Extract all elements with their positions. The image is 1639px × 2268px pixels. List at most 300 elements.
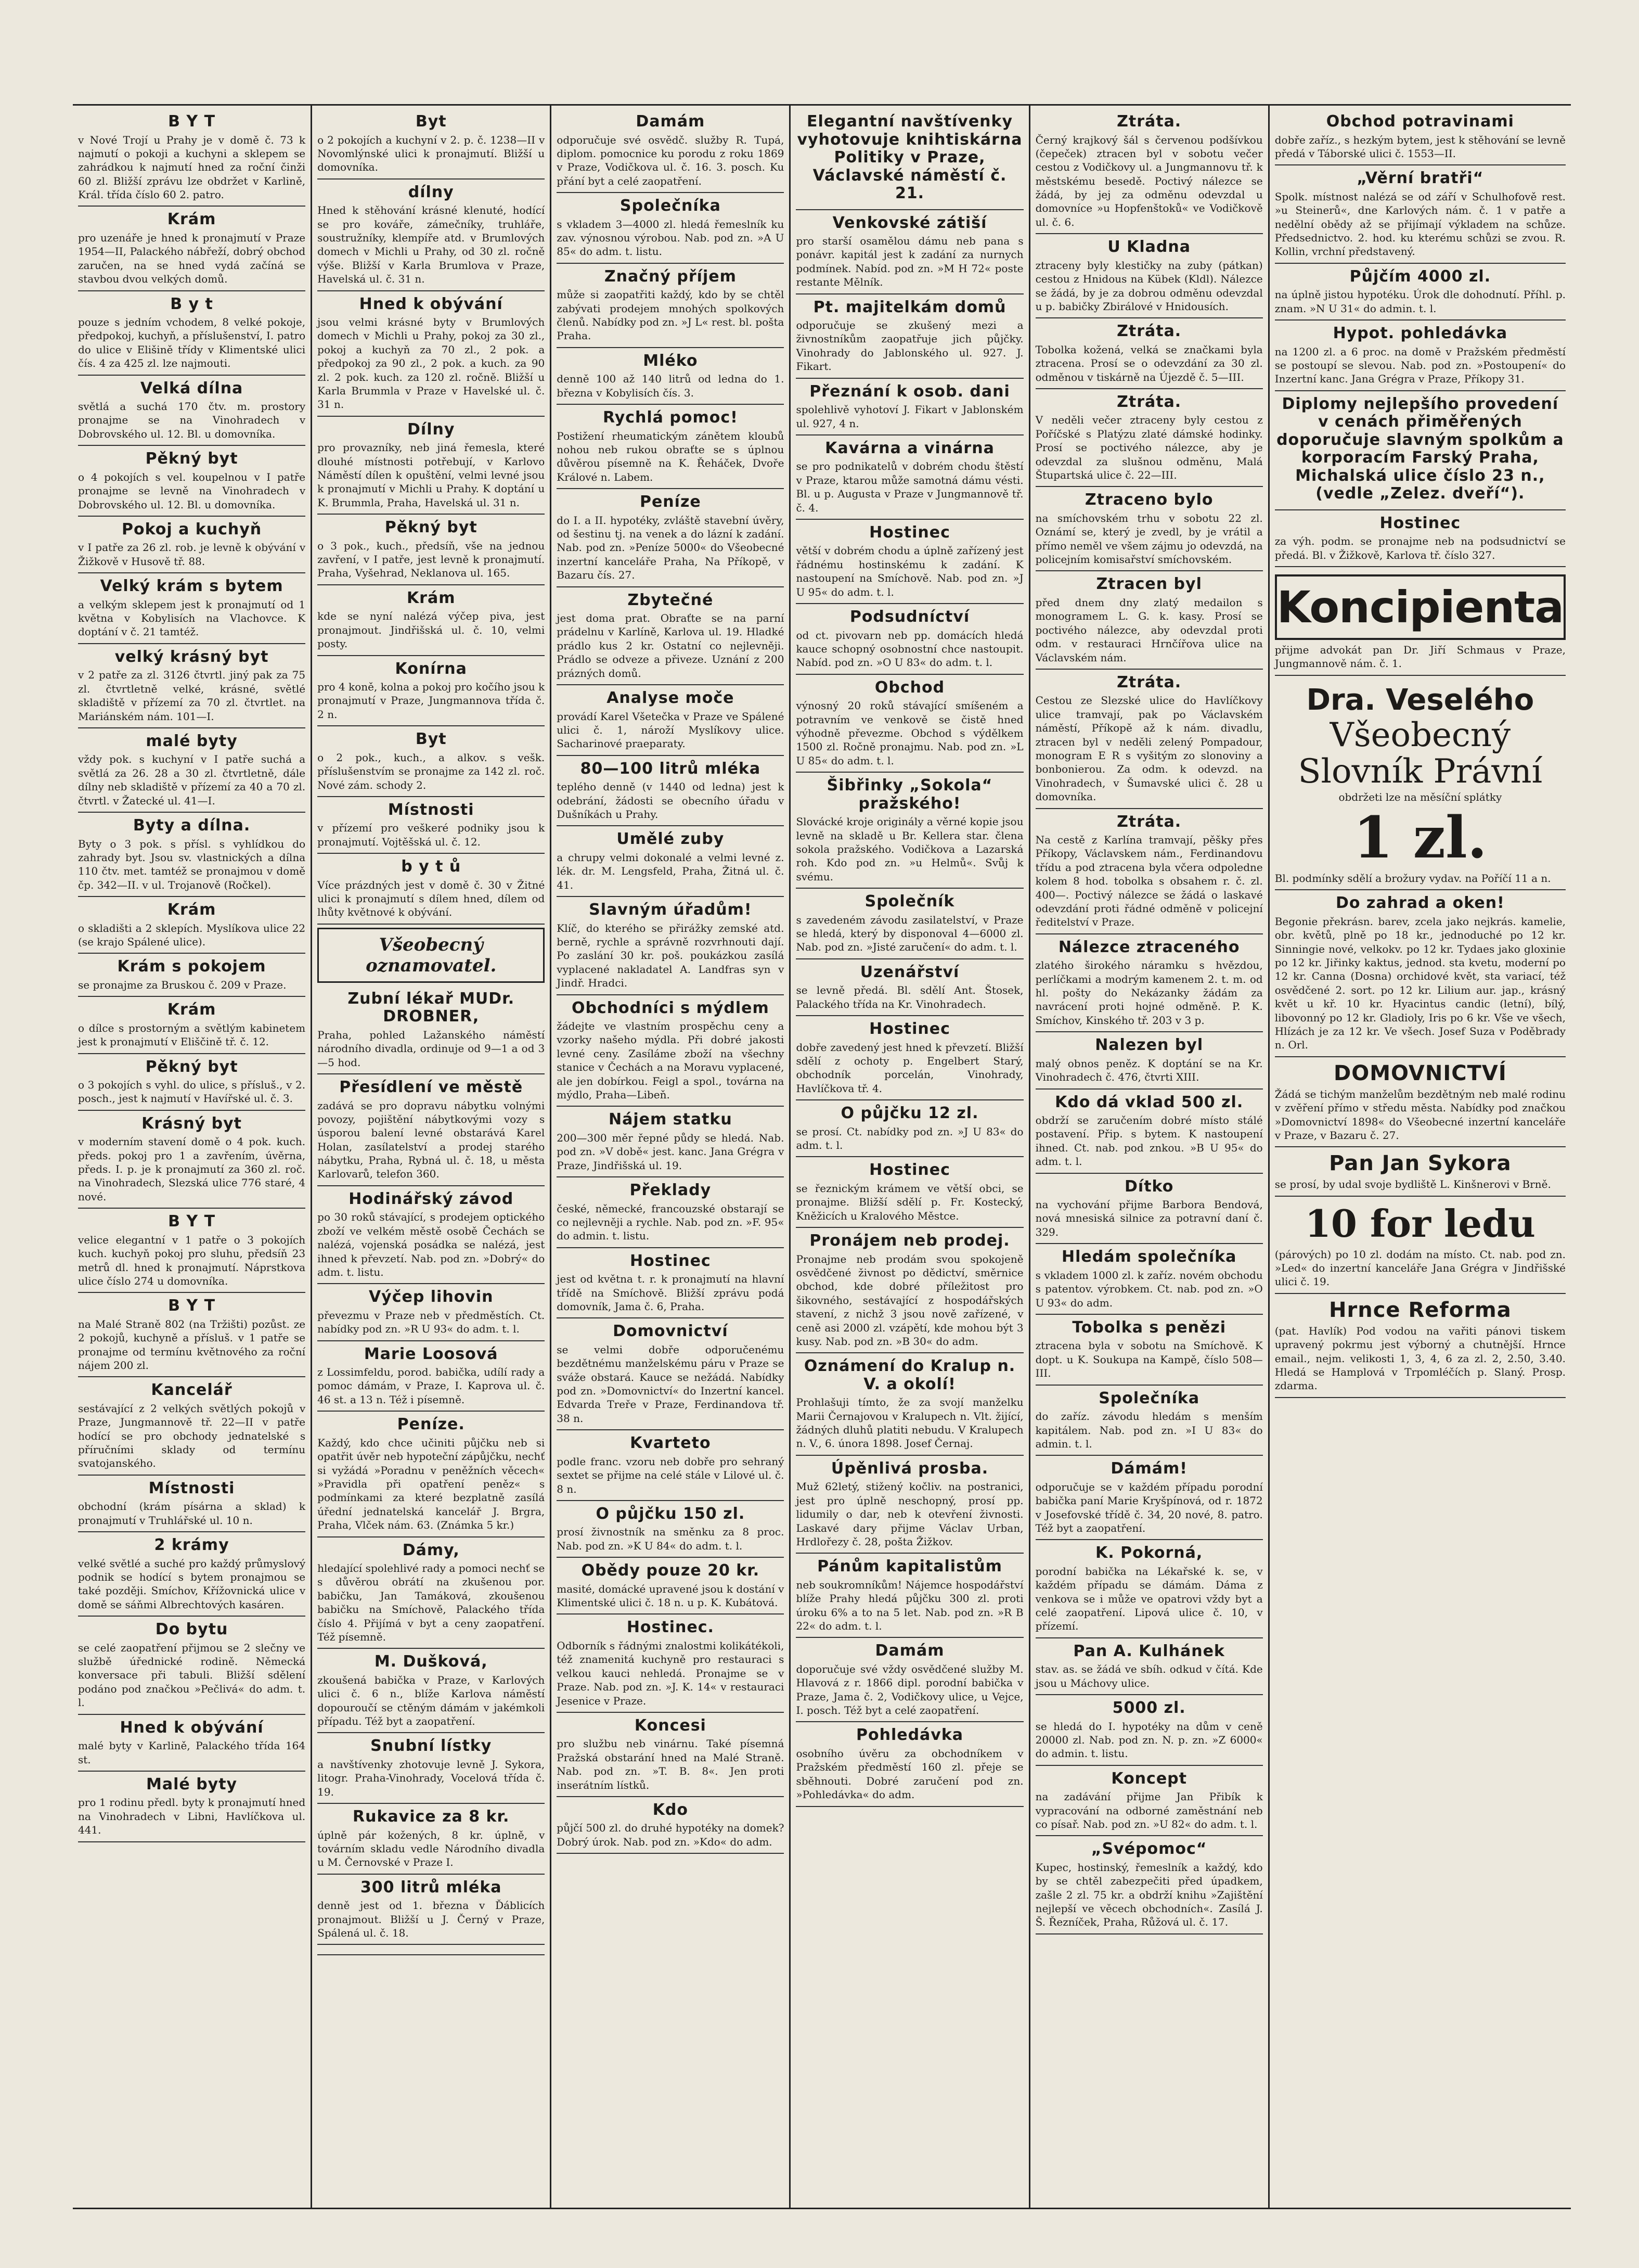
ad-heading: Do zahrad a oken! [1335, 894, 1505, 913]
ad-text: Hned k stěhování krásné klenuté, hodící se pro kováře, zámečníky, truhláře, soustružníky, klempíře atd. v Brumlových domech v Michli u Prahy, od 30 zl. ročně výše. Bližší v Karla Brumlova v Praze, Havelská ul. č. 31 n. [317, 204, 545, 286]
classified-ad [796, 1554, 1023, 1638]
ad-text: o 2 pokojích a kuchyní v 2. p. č. 1238—II v Novomlýnské ulici k pronajmutí. Bližší u domovníka. [317, 133, 545, 174]
ad-heading: Pěkný byt [145, 1057, 238, 1076]
ad-text: jsou velmi krásné byty v Brumlových domech v Michli u Prahy, pokoj za 30 zl., pokoj a kuchyň za 70 zl., 2 pok. a předpokoj za 90 zl., 2 pok. a kuch. za 90 zl. 2 pok. kuch. za 120 zl. ročně. Bližší u Karla Brummla v Praze v Havelské ul. č. 31 n. [317, 316, 545, 411]
classified-ad [1275, 391, 1566, 510]
ad-text: po 30 roků stávající, s prodejem optického zboží ve velkém městě osobě Čechách se nalézá, vojenská posádka se nalézá, jest ihned k převzetí. Nab. pod zn. »Dobrý« do adm. t. listu. [317, 1211, 545, 1278]
ad-heading: Slavným úřadům! [589, 901, 752, 919]
classified-ad [1275, 890, 1566, 1057]
ad-text: Na cestě z Karlína tramvají, pěšky přes Příkopy, Václavskem nám., Ferdinandovu třídu a pod ztracena byla včera odpoledne kolem 8 hod. tobolka s obsahem r. č. zl. 400—. Poctivý nálezce se žádá o laskavé odevzdání proti řádné odměně v policejní ředitelství v Praze. [1035, 834, 1263, 929]
ad-heading: Společník [864, 892, 955, 911]
ad-heading: Nalezen byl [1095, 1036, 1204, 1055]
ad-heading: Ztracen byl [1096, 575, 1202, 594]
ad-text: doporučuje své vždy osvědčené služby M. Hlavová z r. 1866 dipl. porodní babička v Praze, Jama č. 2, Vodičkovy ulice, u Vejce, I. posch. Též byt a celé zaopatření. [796, 1662, 1024, 1717]
ad-text: o 2 pok., kuch., a alkov. s vešk. příslušenstvím se pronajme za 142 zl. roč. Nové zám. schody 2. [317, 751, 545, 791]
ad-text: v Nové Trojí u Prahy je v domě č. 73 k najmutí o pokoji a kuchyni a sklepem se zahrádkou k najmutí hned za roční činži 60 zl. Bližší zprávu lze obdržet v Karlině, Král. třída číslo 60 2. patro. [78, 133, 306, 201]
ad-heading-banner: Koncipienta [1275, 574, 1566, 640]
ad-heading: Velká dílna [140, 379, 243, 398]
ad-heading: Diplomy nejlepšího provedení v cenách přiměřených doporučuje slavným spolkům a korporacím Farský Praha, Michalská ulice číslo 23 n., (vedle „Zelez. dveří“). [1276, 394, 1564, 503]
ad-heading: Oznámení do Kralup n. V. a okolí! [804, 1357, 1016, 1393]
ad-text: malé byty v Karlině, Palackého třída 164 st. [78, 1739, 306, 1766]
ad-text: Odborník s řádnými znalostmi kolikátékoli, též znamenitá kuchyně pro restauraci s velkou kauci nehledá. Pronajme se v Praze. Nab. pod zn. »J. K. 14« v restauraci Jesenice v Praze. [557, 1639, 784, 1707]
classified-ad [317, 1875, 545, 1945]
classified-ad [317, 1804, 545, 1875]
classified-ad [557, 1558, 784, 1614]
classified-ad [1036, 1540, 1263, 1638]
classified-ad [317, 417, 545, 515]
ad-text: dobře zaříz., s hezkým bytem, jest k stěhování se levně předá v Táborské ulici č. 1553—II. [1274, 133, 1566, 160]
ad-heading: Značný příjem [604, 267, 737, 286]
ad-text: spolehlivě vyhotoví J. Fikart v Jablonském ul. 927, 4 n. [796, 403, 1024, 430]
ad-heading: O půjčku 150 zl. [596, 1504, 745, 1523]
ad-text: odporučuje se v každém případu porodní babička paní Marie Kryšpínová, od r. 1872 v Josefovské třídě č. 34, 20 nové, 8. patro. Též byt a zaopatření. [1035, 1480, 1263, 1534]
classified-ad [557, 109, 784, 193]
ad-heading: dílny [408, 183, 454, 201]
classified-ad [317, 585, 545, 656]
classified-ad [557, 193, 784, 264]
ad-heading: Byty a dílna. [133, 816, 251, 835]
classified-ad [796, 1100, 1023, 1157]
ad-heading: Krám [167, 210, 216, 229]
ad-heading: Krám [406, 588, 456, 607]
ad-heading: Hostinec. [626, 1618, 714, 1637]
ad-heading: Hypot. pohledávka [1333, 324, 1508, 343]
classified-ad [557, 1797, 784, 1854]
classified-ad [78, 1617, 305, 1714]
ad-text: se pronajme za Bruskou č. 209 v Praze. [78, 978, 287, 991]
ad-heading: Damám [875, 1642, 945, 1660]
classified-ad [796, 109, 1023, 210]
ad-text: pro starší osamělou dámu neb pana s ponávr. kapitál jest k zadání za nurnych podmínek. Nabíd. pod zn. »M H 72« poste restante Mělník. [796, 235, 1024, 289]
classified-ad [796, 959, 1023, 1016]
classified-ad [557, 756, 784, 827]
ad-text: se levně předá. Bl. sdělí Ant. Štosek, Palackého třída na Kr. Vinohradech. [796, 984, 1024, 1010]
classified-ad [78, 954, 305, 997]
ad-text: ztracena byla v sobotu na Smíchově. K dopt. u K. Soukupa na Kampě, číslo 508—III. [1035, 1339, 1263, 1380]
ad-heading: Pan Jan Sykora [1329, 1151, 1512, 1176]
classified-ad [78, 207, 305, 291]
ad-heading: Elegantní navštívenky vyhotovuje knihtiskárna Politiky v Praze, Václavské náměstí č. 21. [797, 112, 1023, 202]
ad-heading: Pánům kapitalistům [817, 1557, 1002, 1576]
ad-heading: Hledám společníka [1061, 1248, 1237, 1266]
ad-text: v moderním stavení domě o 4 pok. kuch. předs. pokoj pro 1 a zavřením, úvěrna, předs. I. p. je k pronajmutí za 360 zl. roč. na Vinohradech, Slezská ulice 776 staré, 4 nové. [78, 1135, 306, 1203]
ad-heading: Ztráta. [1117, 673, 1182, 691]
ad-heading: Koncesi [634, 1716, 706, 1735]
classified-ad [1036, 1456, 1263, 1540]
ad-text: se velmi dobře odporučenému bezdětnému manželskému páru v Praze se sváže obstará. Kauce se nežádá. Nabídky pod zn. »Domovnictví« do Inzertní kancel. Edvarda Treře v Praze, Ferdinandova tř. 38 n. [557, 1343, 784, 1425]
classified-ad [1036, 1836, 1263, 1934]
ad-heading: Zubní lékař MUDr. DROBNER, [347, 989, 515, 1026]
ad-text: může si zaopatřiti každý, kdo by se chtěl zabývati prodejem mnohých spolkových členů. Nabídky pod zn. »J L« rest. bl. pošta Praha. [557, 288, 784, 342]
classified-ad [796, 294, 1023, 379]
ad-heading: Hrnce Reforma [1329, 1298, 1512, 1322]
ad-heading: Rukavice za 8 kr. [353, 1808, 510, 1826]
ad-text: pro 1 rodinu předl. byty k pronajmutí hned na Vinohradech v Libni, Havlíčkova ul. 441. [78, 1796, 306, 1837]
classified-ad [796, 520, 1023, 604]
ad-text: z Lossimfeldu, porod. babička, udílí rady a pomoc dámám, v Praze, I. Kaprova ul. č. 46 st. a 13 n. Též i písemně. [317, 1366, 545, 1406]
ad-heading: 300 litrů mléka [360, 1878, 502, 1897]
ad-text: se prosí, by udal svoje bydliště L. Kinšnerovi v Brně. [1274, 1178, 1551, 1191]
classified-ad [1036, 1174, 1263, 1245]
ad-heading: Marie Loosová [364, 1344, 498, 1363]
ad-heading: Rychlá pomoc! [602, 408, 738, 427]
ad-heading: Společníka [1099, 1389, 1200, 1407]
classified-ad [1036, 1386, 1263, 1456]
ad-price: 1 zl. [1353, 803, 1488, 871]
ad-text: teplého denně (v 1440 od ledna) jest k odebrání, žádosti se obecního úřadu v Dušníkách u Prahy. [557, 780, 784, 821]
classified-ad [796, 210, 1023, 294]
ad-text: na smíchovském trhu v sobotu 22 zl. Oznámí se, který je zvedl, by je vrátil a přímo neměl ve všem zájmu jo odevzdá, na policejním komisařství smíchovském. [1035, 511, 1263, 566]
ad-text: podle franc. vzoru neb dobře pro sehraný sextet se přijme na celé stále v Lilové ul. č. 8 n. [557, 1455, 784, 1495]
classified-ad [1275, 1197, 1566, 1294]
ad-text: se prosí. Ct. nabídky pod zn. »J U 83« do adm. t. l. [796, 1125, 1024, 1152]
classified-ad [1036, 1090, 1263, 1174]
classified-ad [1275, 165, 1566, 263]
classified-ad [1036, 1638, 1263, 1695]
ad-text: na Malé Straně 802 (na Tržišti) pozůst. ze 2 pokojů, kuchyně a přísluš. v 1 patře se pronajme od termínu květnového za roční nájem 200 zl. [78, 1317, 306, 1372]
ad-heading: Úpěnlivá prosba. [831, 1459, 989, 1478]
classified-ad [78, 1476, 305, 1532]
ad-heading: Dra. Veselého [1306, 683, 1534, 717]
ad-text: Pronajme neb prodám svou spokojeně osvědčené živnost po dědictví, směrnice obchod, kde dobré příležitost pro šikovného, sestávající z hospodářských stavení, z nichž 3 jsou nově zařízené, v ceně asi 2000 zl. vzápětí, kde mohou být 3 kusy. Nab. pod zn. »B 30« do adm. [796, 1252, 1024, 1348]
ad-heading: Obědy pouze 20 kr. [581, 1561, 760, 1580]
ad-text: do I. a II. hypotéky, zvláště stavební úvěry, od šestinu tj. na venek a do lázní k zadání. Nab. pod zn. »Peníze 5000« do Všeobecné inzertní kanceláře Praha, Na Příkopě, v Bazaru čís. 27. [557, 514, 784, 582]
ad-heading: Obchodníci s mýdlem [571, 998, 769, 1017]
ad-heading: Domovnictví [613, 1322, 728, 1341]
classified-ad [78, 517, 305, 573]
classified-ad [1036, 1244, 1263, 1315]
ad-text: Praha, pohled Lažanského náměstí národního divadla, ordinuje od 9—1 a od 3—5 hod. [317, 1028, 545, 1069]
classified-ad [557, 897, 784, 995]
ad-text: osobního úvěru za obchodníkem v Pražském předměstí 160 zl. přeje se sběhnouti. Dobré zaručení pod zn. »Pohledávka« do adm. [796, 1747, 1024, 1801]
ad-text: Bl. podmínky sdělí a brožury vydav. na Poříčí 11 a n. [1274, 872, 1551, 885]
ad-heading: Pěkný byt [384, 518, 477, 537]
classified-ad [78, 1532, 305, 1617]
newspaper-classifieds-page [73, 104, 1571, 2209]
ad-text: v přízemí pro veškeré podniky jsou k pronajmutí. Vojtěšská ul. č. 12. [317, 822, 545, 848]
ad-heading: Obchod [874, 678, 945, 697]
ad-heading: Pronájem neb prodej. [809, 1232, 1010, 1250]
classified-ad [1036, 109, 1263, 234]
ad-heading: malé byty [146, 732, 238, 750]
classified-ad [1036, 934, 1263, 1032]
ad-text: zadává se pro dopravu nábytku volnými povozy, pojištění nábytkovými vozy s úsporou balení levné obstarává Karel Holan, zasílatelství a prodej starého nábytku, Praha, Rybná ul. č. 18, u města Karlovarů, telefon 360. [317, 1099, 545, 1181]
ad-text: odporučuje své osvědč. služby R. Tupá, diplom. pomocnice ku porodu z roku 1869 v Praze, Vodičkova ul. č. 16. 3. posch. Ku přání byt a celé zaopatření. [557, 133, 784, 187]
ad-text: s vkladem 3—4000 zl. hledá řemeslník ku zav. výnosnou výrobou. Nab. pod zn. »A U 85« do adm. t. listu. [557, 217, 784, 258]
classified-ad [557, 1107, 784, 1177]
ad-heading: Byt [415, 112, 447, 131]
ad-heading: Pokoj a kuchyň [122, 520, 262, 539]
ad-text: kde se nyní nalézá výčep piva, jest pronajmout. Jindřišská ul. č. 10, velmi posty. [317, 610, 545, 650]
ad-text: v 2 patře za zl. 3126 čtvrtl. jiný pak za 75 zl. čtvrtletně velké, krásné, světlé skladiště v přízemí za 70 zl. čtvrtlet. na Mariánském nám. 101—I. [78, 669, 306, 723]
ad-text: obdrží se zaručením dobré místo stálé postavení. Přip. s bytem. K nastoupení ihned. Ct. nab. pod znkou. »B U 95« do adm. t. l. [1035, 1114, 1263, 1168]
ad-heading: Obchod potravinami [1326, 112, 1514, 131]
classified-ad [796, 1157, 1023, 1228]
ad-text: pro uzenáře je hned k pronajmutí v Praze 1954—II, Palackého nábřeží, dobrý obchod zaručen, na se hned vydá začíná se stavbou dvou velkých domů. [78, 231, 306, 286]
ad-text: velice elegantní v 1 patře o 3 pokojích kuch. kuchyň pokoj pro sluhu, předsíň 23 metrů dl. hned k pronajmutí. Náprstkova ulice číslo 274 u domovníka. [78, 1233, 306, 1287]
ad-text: pro službu neb vinárnu. Také písemná Pražská obstarání hned na Malé Straně. Nab. pod zn. »T. B. 8«. Jen proti inserátním lístků. [557, 1737, 784, 1791]
ad-text: prosí živnostník na směnku za 8 proc. Nab. pod zn. »K U 84« do adm. t. l. [557, 1526, 784, 1552]
ad-text: vždy pok. s kuchyní v I patře suchá a světlá za 26. 28 a 30 zl. čtvrtletně, dále dílny neb skladiště v přízemí za 40 a 70 zl. čtvrtl. v Žatecké ul. 41—I. [78, 753, 306, 807]
classified-ad [1036, 571, 1263, 669]
ad-text: a navštívenky zhotovuje levně J. Sykora, litogr. Praha-Vinohrady, Vocelová třída č. 19. [317, 1758, 545, 1798]
ad-text: zkoušená babička v Praze, v Karlových ulici č. 6 n., blíže Karlova náměstí dopouroučí se ctěným dámám v jakémkoli případu. Též byt a zaopatření. [317, 1673, 545, 1728]
ad-heading: Umělé zuby [616, 830, 725, 849]
ad-heading: Dámám! [1111, 1459, 1188, 1478]
classified-ad [317, 1284, 545, 1341]
ad-heading: Místnosti [148, 1479, 235, 1497]
ad-text: od ct. pivovarn neb pp. domácích hledá kauce schopný osobnostní chce nastoupit. Nabíd. pod zn. »O U 83« do adm. t. l. [796, 629, 1024, 669]
classified-ad [1036, 234, 1263, 318]
ad-heading: Místnosti [388, 800, 474, 819]
ad-heading: Hostinec [869, 1161, 950, 1180]
classified-ad [317, 854, 545, 925]
ad-heading: Krásný byt [141, 1114, 242, 1133]
classified-ad [1275, 1294, 1566, 1398]
ad-text: žádejte ve vlastním prospěchu ceny a vzorky našeho mýdla. Při dobré jakosti levné ceny. Zasíláme zboží na všechny stanice v Čechách a na Moravu vyplacené, ale jen dobírkou. Feigl a spol., továrna na mýdlo, Praha—Libeň. [557, 1020, 784, 1101]
ad-heading: Dámy, [402, 1541, 460, 1559]
ad-heading: Velký krám s bytem [100, 577, 283, 596]
classified-ad [557, 826, 784, 897]
classified-ad [78, 1772, 305, 1842]
ad-text: masité, domácké upravené jsou k dostání v Klimentské ulici č. 18 n. u p. K. Kubátová. [557, 1582, 784, 1609]
ad-text: před dnem dny zlatý medailon s monogramem L. G. k. kasy. Prosí se poctivého nálezce, aby odevzdal proti odm. v restauraci Hrnčířova ulice na Václavském nám. [1035, 596, 1263, 664]
classified-ad [796, 604, 1023, 675]
ad-heading: Tobolka s penězi [1072, 1318, 1226, 1337]
classified-ad [317, 726, 545, 797]
classified-ad [796, 1228, 1023, 1353]
ad-heading: Podsudníctví [849, 608, 970, 626]
classified-ad [78, 1715, 305, 1772]
ad-text: pouze s jedním vchodem, 8 velké pokoje, předpokoj, kuchyň, a příslušenství, I. patro do ulice v Elišině třídy v Klimentské ulici čís. 4 za 425 zl. lze najmouti. [78, 316, 306, 370]
ad-heading: U Kladna [1107, 238, 1191, 257]
ad-heading: Ztraceno bylo [1085, 491, 1214, 509]
classified-ad [557, 1501, 784, 1558]
ad-heading: Nálezce ztraceného [1058, 938, 1240, 956]
ad-heading: Hostinec [869, 523, 950, 542]
ad-text: se hledá do I. hypotéky na dům v ceně 20000 zl. Nab. pod zn. N. p. zn. »Z 6000« do admin. t. listu. [1035, 1720, 1263, 1760]
ad-text: s zavedeném závodu zasilatelství, v Praze se hledá, který by disponoval 4—6000 zl. Nab. pod zn. »Jisté zaručení« do adm. t. l. [796, 913, 1024, 954]
classified-ad [796, 889, 1023, 959]
classified-ad [78, 1054, 305, 1111]
classified-ad [78, 109, 305, 207]
classified-ad [1275, 321, 1566, 391]
classified-ad [317, 1649, 545, 1733]
ad-heading: Zbytečné [627, 591, 714, 609]
ad-heading: Pěkný byt [145, 450, 238, 468]
ad-text: (pat. Havlík) Pod vodou na vařiti pánovi tiskem upravený pokrmu jest výborný a chutnější. Hrnce email., nejm. velikosti 1, 3, 4, 6 za zl. 2, 2.50, 3.40. Hledá se Hamplová v Trpomléčích p. Slaný. Prosp. zdarma. [1274, 1324, 1566, 1392]
ad-text: Každý, kdo chce učiniti půjčku neb si opatřit úvěr neb hypoteční zápůjčku, nechť si vyžádá »Poradnu v peněžních věcech« »Pravidla při opatření peněz« s podmínkami za které bezplatně zasílá úřední jednatelská kancelář J. Brgra, Praha, Vlček nám. 63. (Známka 5 kr.) [317, 1436, 545, 1532]
ad-text: Kupec, hostinský, řemeslník a každý, kdo by se chtěl zabezpečiti před úpadkem, zašle 2 zl. 75 kr. a obdrží knihu »Zajištění nejlepší ve věcech obchodních«. Zasílá J. Š. Řezníček, Praha, Růžová ul. č. 17. [1035, 1861, 1263, 1929]
classified-ad [557, 1430, 784, 1501]
ad-text: Spolk. místnost nalézá se od září v Schulhofově rest. »u Steinerů«, dne Karlových nám. č. 1 v patře a nedělní obědy až se přijímají výkladem na schůze. Předsednictvo. 2. hod. ku kterému schůzi se zvou. R. Kollin, vrchní představený. [1274, 190, 1566, 258]
ad-text: ztraceny byly klestičky na zuby (pátkan) cestou z Hnidous na Kübek (Kldl). Nálezce se žádá, by je za dobrou odměnu odevzdal u p. babičky Zbirálové v Hnidousích. [1035, 259, 1263, 313]
ad-heading: Kancelář [151, 1381, 233, 1400]
ad-heading: B Y T [168, 112, 216, 131]
classified-ad [317, 1074, 545, 1186]
classified-ad [78, 446, 305, 517]
classified-ad [1275, 567, 1566, 676]
ad-heading: Dílny [407, 420, 455, 439]
ad-heading: Kdo dá vklad 500 zl. [1055, 1093, 1244, 1111]
ad-heading: Výčep lihovin [368, 1288, 494, 1306]
ad-heading: Šibřinky „Sokola“ pražského! [827, 776, 993, 813]
ad-heading: Ztráta. [1117, 812, 1182, 831]
classified-ad [557, 264, 784, 348]
classified-ad [78, 291, 305, 376]
classified-ad [317, 1412, 545, 1537]
ad-heading: Ztráta. [1117, 112, 1182, 131]
ad-text: větší v dobrém chodu a úplně zařízený jest řádnému hostinskému k zadání. K nastoupení na Smíchově. Nab. pod zn. »J U 95« do adm. t. l. [796, 544, 1024, 598]
ad-heading: Překlady [629, 1181, 712, 1200]
ad-text: Postižení rheumatickým zánětem kloubů nohou neb rukou obraťte se s úplnou důvěrou písemně na K. Řeháček, Dvoře Králové n. Labem. [557, 429, 784, 483]
ad-heading: B Y T [168, 1297, 216, 1315]
ad-heading: M. Dušková, [374, 1652, 488, 1671]
ad-heading: Krám [167, 901, 216, 919]
classified-ad [557, 1248, 784, 1319]
classified-ad [1275, 1057, 1566, 1148]
ad-text: se pro podnikatelů v dobrém chodu štěstí v Praze, ktarou může samotná dámu vésti. Bl. u p. Augusta v Praze v Jungmannově tř. č. 4. [796, 460, 1024, 514]
ad-heading: Byt [415, 730, 447, 749]
ad-heading: Krám [167, 1001, 216, 1019]
classified-ad [78, 1209, 305, 1293]
ad-heading: K. Pokorná, [1095, 1544, 1203, 1562]
ad-text: porodní babička na Lékařské k. se, v každém případu se dámám. Dáma z venkova se i může ve opatrovi vždy byt a celé zaopatření. Lipová ulice č. 10, v přízemí. [1035, 1565, 1263, 1633]
ad-heading: Kdo [652, 1800, 689, 1819]
ad-text: hledající spolehlivé rady a pomoci nechť se s důvěrou obrátí na zkušenou por. babičku, Jan Tamáková, zkoušenou babičku na Smíchově, Palackého třída číslo 4. Přijímá v byt a ceny zaopatření. Též písemně. [317, 1562, 545, 1643]
classified-ad [1275, 264, 1566, 321]
ad-text: Žádá se tichým manželům bezdětným neb malé rodinu v zvěření přímo v středu města. Nabídky pod značkou »Domovnictví 1898« do Všeobecné inzertní kanceláře v Praze, v Bazaru č. 27. [1274, 1087, 1566, 1142]
classified-ad [317, 656, 545, 727]
classified-ad [1036, 670, 1263, 809]
ad-heading: Do bytu [155, 1620, 228, 1639]
ad-heading: 80—100 litrů mléka [580, 759, 761, 778]
ad-heading: Pt. majitelkám domů [813, 298, 1006, 316]
ad-text: o dílce s prostorným a světlým kabinetem jest k pronajmutí v Eliščině tř. č. 12. [78, 1021, 306, 1048]
ad-text: Muž 62letý, stižený kočliv. na postranici, jest pro úplně neschopný, prosí pp. lidumily o dar, neb k otevření živnosti. Laskavé dary přijme Václav Urban, Hrdlořezy č. 28, pošta Žižkov. [796, 1480, 1024, 1548]
classified-ad [317, 180, 545, 291]
ad-text: Begonie překrásn. barev, zcela jako nejkrás. kamelie, obr. květů, plně po 18 kr., jednoduché po 12 kr. Sinningie nové, velkokv. po 12 kr. Tydaes jako gloxinie po 12 kr. Jiřinky kaktus, jednod. sta kvetu, moderní po 12 kr. Canna (Dosna) orchidové květ, sta variací, též osvědčené 2. sort. po 12 kr. Lilium aur. jap., krásný květ u kř. 10 kr. Hyacintus candic (letní), bílý, libovonný po 12 kr. Gladioly, Iris po 6 kr. Vše ve všech, Hlízách je za 12 kr. Ve všech. Josef Suza v Poděbrady n. Orl. [1274, 915, 1566, 1052]
classified-ad [78, 813, 305, 897]
column-3 [551, 106, 791, 2208]
classified-ad [796, 379, 1023, 435]
ad-text: o skladišti a 2 sklepích. Myslíkova ulice 22 (se krajo Spálené ulice). [78, 921, 306, 948]
ad-text: jest od května t. r. k pronajmutí na hlavní třídě na Smíchově. Bližší zprávu podá domovník, Jama č. 6, Praha. [557, 1273, 784, 1313]
ad-text: 200—300 měr řepné půdy se hledá. Nab. pod zn. »V době« jest. kanc. Jana Grégra v Praze, Jindřišská ul. 19. [557, 1131, 784, 1172]
ad-text: půjčí 500 zl. do druhé hypotéky na domek? Dobrý úrok. Nab. pod zn. »Kdo« do adm. [557, 1822, 784, 1848]
ad-text: obchodní (krám písárna a sklad) k pronajmutí v Truhlářské ul. 10 n. [78, 1500, 306, 1527]
column-2 [312, 106, 551, 2208]
classified-ad [557, 348, 784, 405]
ad-text: v I patře za 26 zl. rob. je levně k obývání v Žižkově v Husově tř. 88. [78, 541, 306, 568]
ad-heading: 10 for ledu [1305, 1201, 1535, 1246]
ad-heading: Peníze [639, 493, 701, 511]
ad-text: Cestou ze Slezské ulice do Havlíčkovy ulice tramvají, pak po Václavském náměstí, Příkopě až k nám. divadlu, ztracen byl v neděli zelený Pompadour, monogram E R s vyšitým zo slonoviny a bonbonierou. Za odm. k odevzd. na Vinohradech, v Šumavské ulici č. 28 u domovníka. [1035, 694, 1263, 803]
classified-ad [1036, 1032, 1263, 1089]
ad-text: pro provazníky, neb jiná řemesla, které dlouhé místnosti potřebují, v Karlovo Náměstí dílen k opuštění, velmi levné jsou k pronajmutí v Michli u Prahy. K doptání u K. Brummla, Praha, Havelská ul. 31 n. [317, 441, 545, 509]
ad-heading: Kvarteto [630, 1434, 711, 1453]
ad-text: Prohlašuji tímto, že za svojí manželku Marii Černajovou v Kralupech n. Vlt. žijící, žádných dluhů platiti nebudu. V Kralupech n. V., 6. února 1898. Josef Černaj. [796, 1396, 1024, 1450]
classified-ad [317, 1537, 545, 1649]
classified-ad [1275, 109, 1566, 165]
ad-text: a chrupy velmi dokonalé a velmi levné z. lék. dr. M. Lengsfeld, Praha, Žitná ul. č. 41. [557, 851, 784, 891]
ad-text: (párových) po 10 zl. dodám na místo. Ct. nab. pod zn. »Led« do inzertní kanceláře Jana Grégra v Jindřišské ulici č. 19. [1274, 1248, 1566, 1288]
ad-heading: B y t [170, 294, 213, 313]
classified-ad [317, 797, 545, 854]
classified-ad [78, 897, 305, 954]
classified-ad [796, 1016, 1023, 1100]
ad-heading: Analyse moče [606, 689, 734, 708]
ad-heading: Konírna [395, 659, 467, 678]
ad-heading: Uzenářství [860, 963, 960, 981]
ad-heading: Společníka [620, 197, 721, 215]
classified-ad [557, 1318, 784, 1430]
classified-ad [796, 1353, 1023, 1456]
ad-heading: Přesídlení ve městě [339, 1078, 523, 1097]
classified-ad [796, 1722, 1023, 1806]
classified-ad [557, 405, 784, 489]
ad-text: denně jest od 1. března v Ďáblicích pronajmout. Bližší u J. Černý v Praze, Spálená ul. č. 18. [317, 1899, 545, 1940]
column-1 [73, 106, 312, 2208]
ad-text: na 1200 zl. a 6 proc. na domě v Pražském předměstí se postoupí se slevou. Nab. pod zn. »Postoupení« do Inzertní kanc. Jana Grégra v Praze, Příkopy 31. [1274, 345, 1566, 386]
ad-heading: 2 krámy [154, 1536, 229, 1555]
ad-text: dobře zavedený jest hned k převzetí. Bližší sdělí z ochoty p. Engelbert Starý, obchodník porcelán, Vinohrady, Havlíčkova tř. 4. [796, 1041, 1024, 1095]
ad-heading: Půjčím 4000 zl. [1349, 267, 1491, 286]
classified-ad [557, 995, 784, 1107]
classified-ad [557, 685, 784, 756]
ad-heading: Pan A. Kulhánek [1073, 1642, 1225, 1660]
classified-ad [796, 675, 1023, 773]
ad-heading-title: Všeobecný Slovník Právní [1298, 715, 1543, 791]
classified-ad [557, 489, 784, 587]
classified-ad [557, 587, 784, 685]
ad-heading: Koncept [1111, 1769, 1187, 1788]
classified-ad [796, 1456, 1023, 1554]
ad-text: stav. as. se žádá ve sbíh. odkud v čítá. Kde jsou u Máchovy ulice. [1035, 1663, 1263, 1689]
ad-heading: Snubní lístky [370, 1737, 492, 1756]
classified-ad [317, 1945, 545, 1955]
ad-heading: Hostinec [1379, 514, 1461, 532]
ad-text: o 3 pokojích s vyhl. do ulice, s přísluš., v 2. posch., jest k najmutí v Havířské ul. č. 3. [78, 1079, 306, 1105]
column-4 [791, 106, 1030, 2208]
ad-text: za výh. podm. se pronajme neb na podsudnictví se předá. Bl. v Žižkově, Karlova tř. číslo 327. [1274, 535, 1566, 561]
classified-ad [557, 1713, 784, 1797]
ad-heading: Venkovské zátiší [832, 213, 987, 232]
classified-ad [557, 1614, 784, 1712]
ad-text: výnosný 20 roků stávající smíšeném a potravním ve venkově se čistě hned výhodně převezme. Obchod s výdělkem 1500 zl. Ročně pronajmu. Nab. pod zn. »L U 85« do adm. t. l. [796, 699, 1024, 767]
ad-text: velké světlé a suché pro každý průmyslový podnik se hodící s bytem pronajmou se také později. Smíchov, Křížovnická ulice v domě se sáňmi Albrechtových kasáren. [78, 1557, 306, 1611]
classified-ad [796, 1638, 1023, 1722]
ad-text: úplně pár kožených, 8 kr. úplně, v továrním skladu vedle Národního divadla u M. Černovské v Praze I. [317, 1828, 545, 1869]
classified-ad [78, 644, 305, 728]
ad-heading: Peníze. [397, 1415, 465, 1434]
classified-ad [317, 515, 545, 585]
ad-heading: Ztráta. [1117, 322, 1182, 341]
ad-heading: Dítko [1125, 1177, 1174, 1196]
ad-heading: Mléko [643, 351, 698, 370]
classified-ad [317, 1186, 545, 1284]
classified-ad [78, 1111, 305, 1209]
classified-ad [78, 1377, 305, 1475]
ad-text: pro 4 koně, kolna a pokoj pro kočího jsou k pronajmutí v Praze, Jungmannova třída č. 2 n. [317, 681, 545, 721]
ad-text: Byty o 3 pok. s přísl. s vyhlídkou do zahrady byt. Jsou sv. vlastnických a dílna 110 čtv. met. tamtéž se pronajmou v domě čp. 342—II. v ul. Trojanově (Ročkel). [78, 837, 306, 891]
ad-text: malý obnos peněz. K doptání se na Kr. Vinohradech č. 476, čtvrti XIII. [1035, 1057, 1263, 1084]
classified-ad [1036, 1766, 1263, 1837]
ad-heading: O půjčku 12 zl. [841, 1104, 979, 1123]
ad-text: s vkladem 1000 zl. k zaříz. novém obchodu s patentov. výrobkem. Ct. nab. pod zn. »O U 93« do adm. [1035, 1268, 1263, 1309]
ad-text: o 3 pok., kuch., předsíň, vše na jednou zavření, v I patře, jest levně k pronajmutí. Praha, Vyšehrad, Neklanova ul. 165. [317, 539, 545, 580]
ad-text: o 4 pokojích s vel. koupelnou v I patře pronajme se levně na Vinohradech v Dobrovského ul. 12. Bl. u domovníka. [78, 470, 306, 511]
